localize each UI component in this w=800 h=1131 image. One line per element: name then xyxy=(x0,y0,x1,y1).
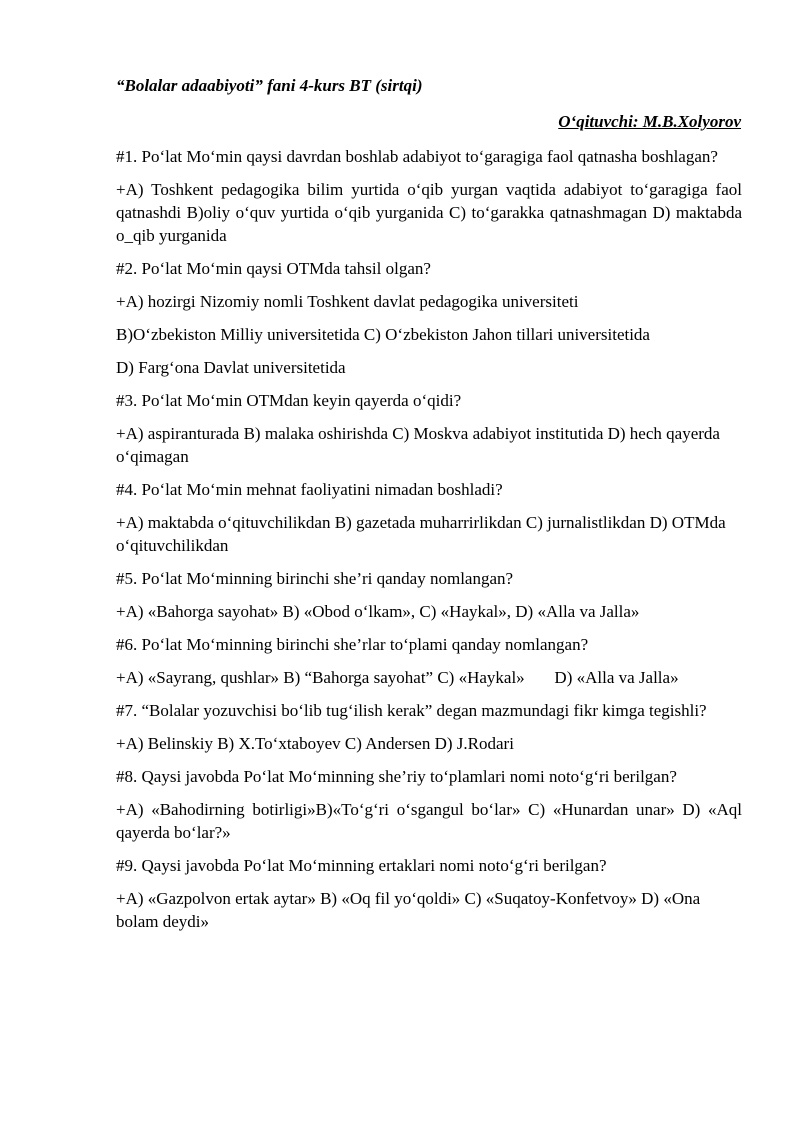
answers-2-line-3: D) Farg‘ona Davlat universitetida xyxy=(116,358,346,377)
question-4: #4. Po‘lat Mo‘min mehnat faoliyatini nimadan boshladi? xyxy=(116,480,503,499)
answers-8: +A) «Bahodirning botirligi»B)«To‘g‘ri o‘sgangul bo‘lar» C) «Hunardan unar» D) «Aql qayerda bo‘lar?» xyxy=(116,800,742,842)
answers-9: +A) «Gazpolvon ertak aytar» B) «Oq fil yo‘qoldi» C) «Suqatoy-Konfetvoy» D) «Ona bolam deydi» xyxy=(116,889,701,931)
answers-7: +A) Belinskiy B) X.To‘xtaboyev C) Andersen D) J.Rodari xyxy=(116,734,514,753)
teacher-name: O‘qituvchi: M.B.Xolyorov xyxy=(558,112,741,131)
answers-3: +A) aspiranturada B) malaka oshirishda C) Moskva adabiyot institutida D) hech qayerda o‘qimagan xyxy=(116,424,720,466)
question-8: #8. Qaysi javobda Po‘lat Mo‘minning she’riy to‘plamlari nomi noto‘g‘ri berilgan? xyxy=(116,767,677,786)
question-3: #3. Po‘lat Mo‘min OTMdan keyin qayerda o‘qidi? xyxy=(116,391,462,410)
question-2: #2. Po‘lat Mo‘min qaysi OTMda tahsil olgan? xyxy=(116,259,431,278)
answers-2-line-1: +A) hozirgi Nizomiy nomli Toshkent davlat pedagogika universiteti xyxy=(116,292,579,311)
question-9: #9. Qaysi javobda Po‘lat Mo‘minning ertaklari nomi noto‘g‘ri berilgan? xyxy=(116,856,607,875)
answers-1: +A) Toshkent pedagogika bilim yurtida o‘qib yurgan vaqtida adabiyot to‘garagiga faol qatnashdi B)oliy o‘quv yurtida o‘qib yurganida C) to‘garakka qatnashmagan D) maktabda o_qib yurganida xyxy=(116,180,742,245)
answers-6: +A) «Sayrang, qushlar» B) “Bahorga sayohat” C) «Haykal» D) «Alla va Jalla» xyxy=(116,668,679,687)
question-1: #1. Po‘lat Mo‘min qaysi davrdan boshlab adabiyot to‘garagiga faol qatnasha boshlagan? xyxy=(116,147,718,166)
question-7: #7. “Bolalar yozuvchisi bo‘lib tug‘ilish kerak” degan mazmundagi fikr kimga tegishli? xyxy=(116,701,707,720)
question-list xyxy=(116,145,742,943)
answers-4: +A) maktabda o‘qituvchilikdan B) gazetada muharrirlikdan C) jurnalistlikdan D) OTMda o‘qituvchilikdan xyxy=(116,513,726,555)
answers-2-line-2: B)O‘zbekiston Milliy universitetida C) O‘zbekiston Jahon tillari universitetida xyxy=(116,325,650,344)
question-5: #5. Po‘lat Mo‘minning birinchi she’ri qanday nomlangan? xyxy=(116,569,514,588)
answers-5: +A) «Bahorga sayohat» B) «Obod o‘lkam», C) «Haykal», D) «Alla va Jalla» xyxy=(116,602,640,621)
document-title: “Bolalar adaabiyoti” fani 4-kurs BT (sirtqi) xyxy=(116,76,423,95)
question-6: #6. Po‘lat Mo‘minning birinchi she’rlar to‘plami qanday nomlangan? xyxy=(116,635,589,654)
